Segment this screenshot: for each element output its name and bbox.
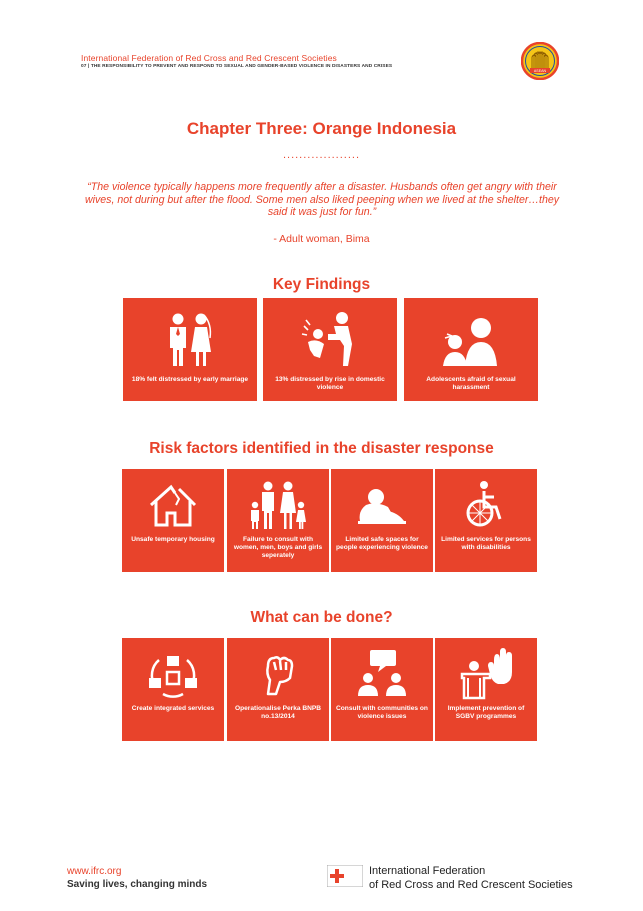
footer-slogan: Saving lives, changing minds	[67, 879, 208, 890]
risk-factor-caption: Limited services for persons with disabilities	[441, 536, 531, 552]
header-org-name: International Federation of Red Cross and Red Crescent Societies	[81, 53, 337, 63]
footer-url-link[interactable]: www.ifrc.org	[67, 866, 122, 877]
what-can-be-done-title: What can be done?	[250, 609, 393, 626]
chapter-title: Chapter Three: Orange Indonesia	[186, 119, 457, 138]
action-caption: Create integrated services	[131, 705, 215, 712]
family-icon	[227, 479, 329, 531]
risk-factor-caption: Unsafe temporary housing	[131, 536, 215, 543]
couple-icon	[123, 310, 257, 368]
domestic-violence-icon	[263, 310, 397, 368]
risk-factors-title: Risk factors identified in the disaster response	[149, 440, 494, 457]
action-caption: Implement prevention of SGBV programmes	[447, 705, 525, 721]
harassment-icon	[404, 310, 538, 368]
header-subtitle: 07 | THE RESPONSIBILITY TO PREVENT AND RESPOND TO SEXUAL AND GENDER-BASED VIOLENCE IN DISASTERS AND CRISES	[81, 64, 393, 69]
wheelchair-icon	[435, 479, 537, 531]
key-finding-tile	[404, 298, 538, 401]
risk-factor-caption: Failure to consult with women, men, boys and girls seperately	[233, 536, 323, 560]
risk-factor-tile	[227, 469, 329, 572]
key-finding-caption: 18% felt distressed by early marriage	[131, 376, 249, 383]
action-tile	[331, 638, 433, 741]
action-tile	[227, 638, 329, 741]
asean-logo-icon	[521, 42, 559, 80]
key-finding-caption: Adolescents afraid of sexual harassment	[426, 376, 516, 392]
risk-factor-caption: Limited safe spaces for people experiencing violence	[336, 536, 428, 552]
svg-text:ASEAN: ASEAN	[533, 69, 547, 73]
quote-attribution: - Adult woman, Bima	[273, 233, 370, 245]
stop-hand-icon	[435, 648, 537, 700]
raised-fist-icon	[227, 648, 329, 700]
risk-factor-tile	[122, 469, 224, 572]
quote-text: “The violence typically happens more frequently after a disaster. Husbands often get angry with their wives, not during but after the flood. Some men also liked peeping when we lived at the shelter…they said it was just for fun.”	[84, 181, 560, 218]
risk-factor-tile	[331, 469, 433, 572]
action-tile	[122, 638, 224, 741]
action-caption: Operationalise Perka BNPB no.13/2014	[234, 705, 322, 721]
key-finding-tile	[263, 298, 397, 401]
key-findings-title: Key Findings	[272, 276, 371, 293]
footer-org-line1: International Federation	[369, 865, 486, 877]
damaged-house-icon	[122, 479, 224, 531]
footer-org-line2: of Red Cross and Red Crescent Societies	[369, 879, 573, 891]
distressed-person-icon	[331, 479, 433, 531]
integrated-services-icon	[122, 648, 224, 700]
key-finding-tile	[123, 298, 257, 401]
red-cross-crescent-emblem-icon	[327, 865, 363, 887]
speech-bubbles-icon	[331, 648, 433, 700]
risk-factor-tile	[435, 469, 537, 572]
dotted-divider: ...................	[282, 149, 361, 161]
action-tile	[435, 638, 537, 741]
action-caption: Consult with communities on violence issues	[336, 705, 428, 721]
key-finding-caption: 13% distressed by rise in domestic violence	[275, 376, 385, 392]
